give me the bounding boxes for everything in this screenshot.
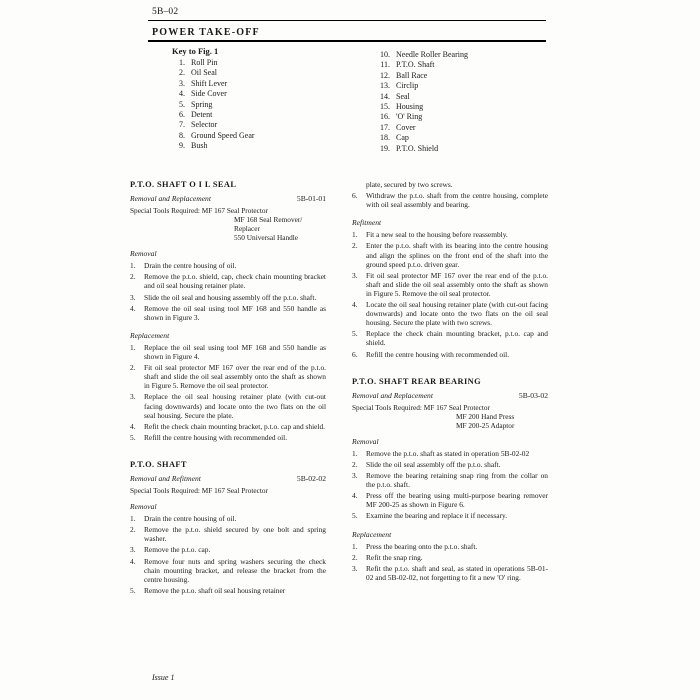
step-text: Slide the oil seal assembly off the p.t.o. shaft.: [366, 459, 501, 469]
removal-replacement-line: [130, 194, 326, 203]
list-item: [370, 102, 468, 112]
list-item: [165, 89, 255, 99]
list-item: [165, 141, 255, 151]
list-item: [352, 542, 548, 551]
replacement-steps-oil-seal: [130, 343, 326, 442]
key-list-left: [165, 58, 255, 152]
step-text: Refit the p.t.o. shaft and seal, as stated in operations 5B-01-02 and 5B-02-02, not forgetting to fit a new 'O' ring.: [366, 563, 548, 582]
refitment-steps: [352, 230, 548, 358]
step-text: Drain the centre housing of oil.: [144, 514, 237, 524]
list-item: [370, 81, 468, 91]
key-index: 11.: [380, 60, 390, 70]
step-text: Remove the oil seal using tool MF 168 and 550 handle as shown in Figure 3.: [144, 303, 326, 322]
tools-line: MF 200 Hand Press: [456, 411, 515, 421]
step-number: 3.: [130, 545, 136, 555]
step-number: 4.: [352, 300, 358, 310]
step-text: Replace the oil seal using tool MF 168 and 550 handle as shown in Figure 4.: [144, 342, 326, 362]
key-index: 8.: [179, 130, 185, 140]
list-item: [352, 553, 548, 562]
step-number: 6.: [352, 191, 358, 201]
key-index: 14.: [380, 91, 390, 101]
list-item: [165, 68, 255, 78]
step-text: Slide the oil seal and housing assembly off the p.t.o. shaft.: [144, 292, 317, 302]
step-number: 2.: [352, 241, 358, 251]
list-item: [130, 422, 326, 431]
list-item: [165, 79, 255, 89]
step-text: Press the bearing onto the p.t.o. shaft.: [366, 541, 478, 551]
section-title: POWER TAKE-OFF: [152, 27, 260, 38]
list-item: [165, 100, 255, 110]
key-index: 12.: [380, 70, 390, 80]
list-item: [352, 564, 548, 582]
step-text: Refill the centre housing with recommended oil.: [144, 432, 288, 442]
list-item: [130, 557, 326, 584]
key-list-right: [370, 50, 468, 154]
key-index: 5.: [179, 99, 185, 109]
step-text: Drain the centre housing of oil.: [144, 261, 237, 271]
key-label: Selector: [191, 120, 218, 130]
tools-line: MF 168 Seal Remover/: [234, 215, 303, 225]
key-label: Detent: [191, 110, 213, 120]
list-item: [370, 92, 468, 102]
step-text: Replace the oil seal housing retainer plate (with cut-out facing downwards) and locate onto the two flats on the oil seal housing. Secure the plate.: [144, 392, 326, 420]
key-index: 9.: [179, 141, 185, 151]
step-text: Withdraw the p.t.o. shaft from the centre housing, complete with oil seal assembly and bearing.: [366, 191, 548, 210]
key-index: 4.: [179, 89, 185, 99]
step-number: 4.: [130, 556, 136, 566]
tools-line: Special Tools Required: MF 167 Seal Protector: [352, 402, 490, 412]
step-number: 3.: [352, 563, 358, 573]
step-number: 4.: [352, 491, 358, 501]
step-number: 6.: [352, 349, 358, 359]
list-item: [352, 471, 548, 489]
step-text: Fit a new seal to the housing before reassembly.: [366, 230, 508, 240]
heading-removal: Removal: [130, 249, 157, 259]
step-number: 1.: [130, 514, 136, 524]
step-text: Remove four nuts and spring washers securing the check chain mounting bracket, and release the bracket from the centre housing.: [144, 556, 326, 584]
list-item: [165, 58, 255, 68]
step-number: 5.: [130, 432, 136, 442]
heading-replacement: Replacement: [130, 330, 170, 340]
body-column-left: [130, 180, 326, 604]
tools-line: 550 Universal Handle: [234, 233, 299, 243]
rr-label: Removal and Replacement: [352, 390, 433, 400]
tools-line: Special Tools Required: MF 167 Seal Protector: [130, 486, 268, 496]
key-label: Roll Pin: [191, 58, 218, 67]
step-number: 2.: [352, 552, 358, 562]
step-number: 5.: [130, 585, 136, 595]
key-label: P.T.O. Shaft: [396, 60, 435, 70]
removal-steps-shaft-continued: [352, 191, 548, 209]
step-number: 4.: [130, 303, 136, 313]
list-item: [130, 363, 326, 390]
step-text: Refit the check chain mounting bracket, p.t.o. cap and shield.: [144, 421, 326, 431]
list-item: [165, 110, 255, 120]
step-number: 2.: [130, 363, 136, 373]
heading-refitment: Refitment: [352, 218, 382, 228]
rr-label: Removal and Replacement: [130, 194, 211, 204]
list-item: [370, 50, 468, 60]
step-number: 2.: [352, 459, 358, 469]
list-item: [130, 525, 326, 543]
heading-pto-shaft: P.T.O. SHAFT: [130, 459, 187, 469]
step-text: Locate the oil seal housing retainer plate (with cut-out facing downwards) and locate onto the two flats on the oil seal housing. Secure the plate with two screws.: [366, 300, 548, 328]
key-index: 15.: [380, 102, 390, 112]
step-text: Remove the bearing retaining snap ring from the collar on the p.t.o. shaft.: [366, 471, 548, 490]
step-number: 1.: [130, 342, 136, 352]
list-item: [165, 131, 255, 141]
special-tools-bearing: [352, 403, 548, 430]
key-index: 2.: [179, 68, 185, 78]
list-item: [352, 300, 548, 327]
list-item: [352, 449, 548, 458]
list-item: [370, 71, 468, 81]
list-item: [370, 112, 468, 122]
step-text: Remove the p.t.o. shaft oil seal housing retainer: [144, 585, 286, 595]
key-label: Ground Speed Gear: [191, 130, 255, 140]
step-text: Enter the p.t.o. shaft with its bearing into the centre housing and align the splines on the front end of the shaft into the ground speed p.t.o. driven gear.: [366, 241, 548, 269]
key-index: 1.: [179, 58, 185, 67]
key-index: 19.: [380, 143, 390, 153]
heading-replacement-bearing: Replacement: [352, 529, 392, 539]
operation-code: 5B-02-02: [296, 473, 326, 483]
step-number: 5.: [352, 511, 358, 521]
list-item: [130, 293, 326, 302]
step-text: Refill the centre housing with recommended oil.: [366, 349, 510, 359]
list-item: [370, 123, 468, 133]
heading-pto-oil-seal: P.T.O. SHAFT O I L SEAL: [130, 180, 237, 189]
key-index: 13.: [380, 81, 390, 91]
list-item: [130, 343, 326, 361]
key-label: 'O' Ring: [396, 112, 423, 122]
step-text: Examine the bearing and replace it if necessary.: [366, 511, 508, 521]
step-number: 1.: [130, 261, 136, 271]
special-tools-shaft: [130, 486, 326, 495]
key-label: Housing: [396, 102, 424, 112]
step-number: 3.: [352, 270, 358, 280]
key-index: 3.: [179, 78, 185, 88]
list-item: [130, 586, 326, 595]
list-item: [130, 304, 326, 322]
list-item: [165, 120, 255, 130]
step-number: 3.: [352, 471, 358, 481]
heading-removal-shaft: Removal: [130, 502, 157, 512]
list-item: [352, 271, 548, 298]
heading-pto-rear-bearing: P.T.O. SHAFT REAR BEARING: [352, 376, 481, 386]
list-item: [352, 511, 548, 520]
list-item: [352, 350, 548, 359]
removal-refitment-line: [130, 474, 326, 483]
list-item: [352, 460, 548, 469]
replacement-steps-bearing: [352, 542, 548, 582]
step-text: Refit the snap ring.: [366, 552, 423, 562]
header-rule-top: [148, 20, 546, 21]
step-number: 2.: [130, 525, 136, 535]
list-item: [352, 191, 548, 209]
list-item: [352, 241, 548, 268]
key-index: 6.: [179, 110, 185, 120]
step-number: 2.: [130, 272, 136, 282]
step-text: Remove the p.t.o. cap.: [144, 545, 211, 555]
key-label: Needle Roller Bearing: [396, 50, 468, 59]
list-item: [130, 514, 326, 523]
step-text: Remove the p.t.o. shield secured by one bolt and spring washer.: [144, 525, 326, 544]
step-number: 3.: [130, 292, 136, 302]
step-text: Fit oil seal protector MF 167 over the rear end of the p.t.o. shaft and slide the oil seal assembly onto the shaft as shown in Figure 5. Remove the oil seal protector.: [366, 270, 548, 298]
key-label: Side Cover: [191, 89, 227, 99]
key-title: Key to Fig. 1: [172, 46, 219, 56]
key-index: 7.: [179, 120, 185, 130]
step-text: Fit oil seal protector MF 167 over the rear end of the p.t.o. shaft and slide the oil seal assembly onto the shaft as shown in Figure 5. Remove the oil seal protector.: [144, 363, 326, 391]
key-label: Seal: [396, 91, 410, 101]
key-index: 17.: [380, 122, 390, 132]
step-number: 1.: [352, 448, 358, 458]
step-text: Press off the bearing using multi-purpose bearing remover MF 200-25 as shown in Figure 6.: [366, 491, 548, 510]
body-column-right: [352, 180, 548, 591]
list-item: [130, 261, 326, 270]
removal-steps-shaft: [130, 514, 326, 595]
key-label: Cover: [396, 122, 416, 132]
step-number: 1.: [352, 541, 358, 551]
list-item: [130, 433, 326, 442]
key-index: 18.: [380, 133, 390, 143]
key-index: 10.: [380, 50, 390, 59]
tools-line: Replacer: [234, 224, 260, 234]
list-item: [370, 133, 468, 143]
continued-text: plate, secured by two screws.: [366, 180, 453, 189]
step-number: 5.: [352, 329, 358, 339]
heading-removal-bearing: Removal: [352, 436, 379, 446]
key-index: 16.: [380, 112, 390, 122]
header-rule-bottom: [148, 40, 546, 42]
operation-code: 5B-01-01: [296, 194, 326, 204]
rr-label: Removal and Refitment: [130, 473, 201, 483]
removal-steps-bearing: [352, 449, 548, 521]
key-label: Ball Race: [396, 70, 428, 80]
special-tools-oil-seal: [130, 206, 326, 242]
step-text: Replace the check chain mounting bracket, p.t.o. cap and shield.: [366, 329, 548, 348]
removal-steps-oil-seal: [130, 261, 326, 322]
key-label: Bush: [191, 141, 208, 151]
list-item: [130, 272, 326, 290]
list-item: [352, 230, 548, 239]
step-text: Remove the p.t.o. shield, cap, check chain mounting bracket and oil seal housing retainer plate.: [144, 272, 326, 291]
list-item: [352, 329, 548, 347]
page-number: 5B–02: [152, 7, 179, 17]
step-number: 4.: [130, 421, 136, 431]
step-number: 1.: [352, 230, 358, 240]
key-label: Oil Seal: [191, 68, 217, 78]
removal-replacement-line-bearing: [352, 391, 548, 400]
step-text: Remove the p.t.o. shaft as stated in operation 5B-02-02: [366, 448, 530, 458]
key-label: Spring: [191, 99, 213, 109]
key-label: P.T.O. Shield: [396, 143, 439, 153]
key-label: Circlip: [396, 81, 419, 91]
tools-line: MF 200-25 Adaptor: [456, 420, 515, 430]
list-item: [130, 392, 326, 419]
list-item: [130, 545, 326, 554]
list-item: [370, 60, 468, 70]
operation-code: 5B-03-02: [518, 390, 548, 400]
key-label: Cap: [396, 133, 409, 143]
list-item: [370, 144, 468, 154]
step-number: 3.: [130, 392, 136, 402]
key-label: Shift Lever: [191, 78, 228, 88]
issue-label: Issue 1: [152, 673, 175, 682]
list-item: [352, 491, 548, 509]
tools-line: Special Tools Required: MF 167 Seal Protector: [130, 206, 268, 216]
